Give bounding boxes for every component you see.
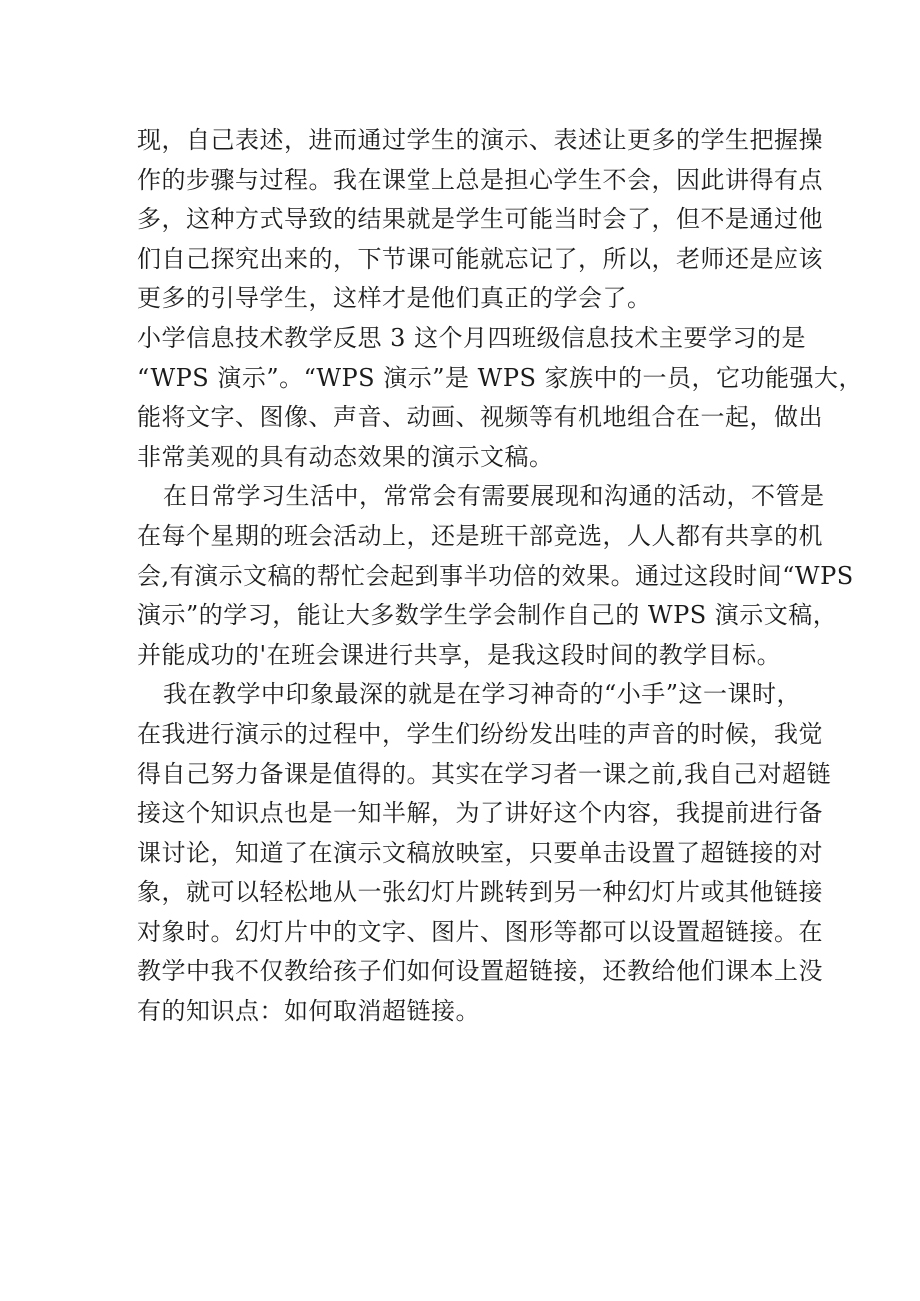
text-line: 课讨论，知道了在演示文稿放映室，只要单击设置了超链接的对	[137, 838, 823, 867]
text-line: 对象时。幻灯片中的文字、图片、图形等都可以设置超链接。在	[137, 917, 823, 946]
paragraph-continuation	[137, 121, 823, 319]
text-line: 象，就可以轻松地从一张幻灯片跳转到另一种幻灯片或其他链接	[137, 878, 823, 907]
text-line: 有的知识点：如何取消超链接。	[137, 997, 480, 1026]
text-line: 会,有演示文稿的帮忙会起到事半功倍的效果。通过这段时间“WPS	[137, 561, 854, 590]
text-line: 小学信息技术教学反思 3 这个月四班级信息技术主要学习的是	[137, 323, 807, 352]
text-line: 演示”的学习，能让大多数学生学会制作自己的 WPS 演示文稿，	[137, 601, 838, 630]
document-body	[137, 121, 864, 1032]
text-line: 接这个知识点也是一知半解，为了讲好这个内容，我提前进行备	[137, 799, 823, 828]
text-line: 作的步骤与过程。我在课堂上总是担心学生不会，因此讲得有点	[137, 165, 823, 194]
text-line: 并能成功的'在班会课进行共享，是我这段时间的教学目标。	[137, 640, 782, 669]
text-line: 得自己努力备课是值得的。其实在学习者一课之前,我自己对超链	[137, 759, 832, 788]
text-line: 现，自己表述，进而通过学生的演示、表述让更多的学生把握操	[137, 126, 823, 154]
paragraph-daily-study	[137, 477, 854, 675]
text-line: “WPS 演示”。“WPS 演示”是 WPS 家族中的一员，它功能强大，	[137, 363, 864, 392]
text-line: 教学中我不仅教给孩子们如何设置超链接，还教给他们课本上没	[137, 957, 823, 986]
paragraph-teaching-impression	[137, 675, 832, 1031]
text-line: 在每个星期的班会活动上，还是班干部竞选，人人都有共享的机	[137, 521, 823, 550]
text-line: 我在教学中印象最深的就是在学习神奇的“小手”这一课时，	[163, 680, 802, 709]
text-line: 更多的引导学生，这样才是他们真正的学会了。	[137, 284, 652, 313]
text-line: 们自己探究出来的，下节课可能就忘记了，所以，老师还是应该	[137, 244, 823, 273]
text-line: 能将文字、图像、声音、动画、视频等有机地组合在一起，做出	[137, 403, 823, 432]
text-line: 在日常学习生活中，常常会有需要展现和沟通的活动，不管是	[163, 482, 825, 511]
text-line: 多，这种方式导致的结果就是学生可能当时会了，但不是通过他	[137, 205, 823, 234]
text-line: 在我进行演示的过程中，学生们纷纷发出哇的声音的时候，我觉	[137, 719, 823, 748]
paragraph-section-heading	[137, 319, 864, 477]
text-line: 非常美观的具有动态效果的演示文稿。	[137, 442, 554, 471]
